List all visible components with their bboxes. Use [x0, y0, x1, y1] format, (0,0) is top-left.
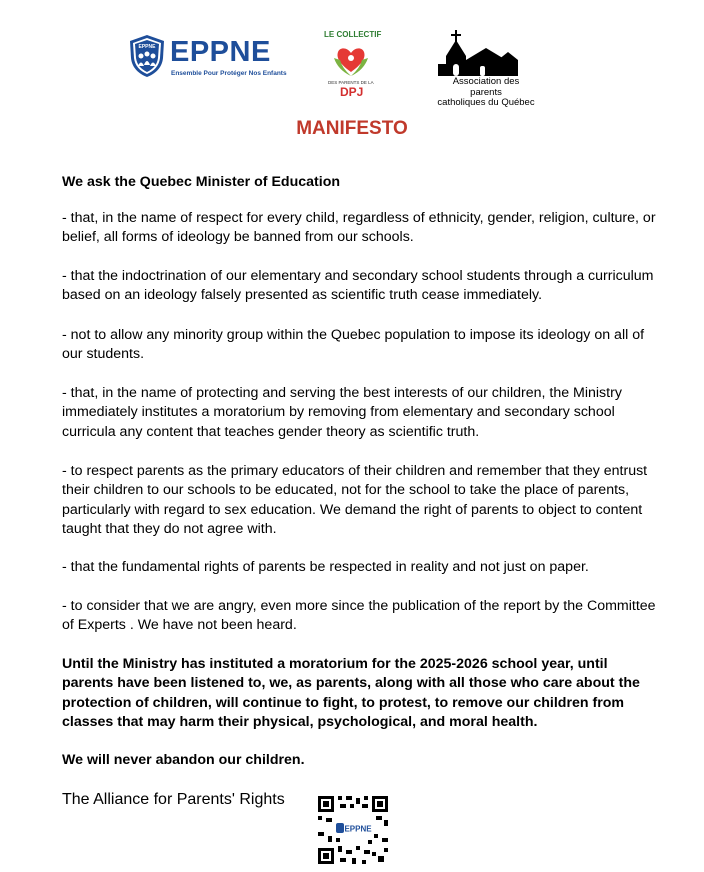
page-title: MANIFESTO	[296, 118, 408, 139]
qr-code-icon[interactable]	[316, 794, 390, 866]
demand-2: - that the indoctrination of our elementary and secondary school students through a curriculum based on an ideology falsely presented as scientific truth cease immediately.	[62, 268, 654, 304]
heart-hands-icon	[332, 42, 370, 78]
qr-center-label: EPPNE	[344, 824, 372, 834]
logo-row	[0, 14, 704, 108]
apcq-line-1: Association des parents	[452, 76, 520, 98]
collectif-acronym: DPJ	[340, 85, 364, 99]
conclusion-paragraph: Until the Ministry has instituted a moratorium for the 2025-2026 school year, until parents have been listened to, we, as parents, along with all those who care about the protection of children, will continue to fight, to protest, to remove our children from classes that may harm their physical, psychological, and moral health.	[62, 656, 640, 731]
eppne-shield-icon	[128, 34, 166, 78]
apcq-line-2: catholiques du Québec	[437, 97, 535, 108]
eppne-tagline: Ensemble Pour Protéger Nos Enfants	[171, 70, 287, 77]
collectif-title: LE COLLECTIF	[324, 30, 382, 39]
church-icon	[436, 30, 526, 76]
demand-5: - to respect parents as the primary educators of their children and remember that they entrust their children to our schools to be educated, not for the school to take the place of parents, particularly with regard to sex education. We demand the right of parents to object to content taught that they do not agree with.	[62, 463, 648, 538]
demand-6: - that the fundamental rights of parents be respected in reality and not just on paper.	[62, 559, 589, 575]
apcq-logo	[436, 30, 536, 106]
demand-7: - to consider that we are angry, even more since the publication of the report by the Committee of Experts . We have not been heard.	[62, 598, 656, 634]
eppne-name: EPPNE	[170, 36, 271, 68]
collectif-subtitle: DES PARENTS DE LA	[328, 80, 374, 85]
signature: The Alliance for Parents' Rights	[62, 791, 285, 808]
closing-statement: We will never abandon our children.	[62, 752, 305, 768]
demand-3: - not to allow any minority group within the Quebec population to impose its ideology on all of our students.	[62, 327, 645, 363]
apcq-name	[436, 77, 536, 109]
eppne-logo	[128, 34, 287, 90]
eppne-shield-label: EPPNE	[138, 44, 156, 50]
demand-1: - that, in the name of respect for every child, regardless of ethnicity, gender, religion, culture, or belief, all forms of ideology be banned from our schools.	[62, 210, 656, 246]
demand-4: - that, in the name of protecting and serving the best interests of our children, the Ministry immediately institutes a moratorium by removing from elementary and secondary school curricula any content that teaches gender theory as scientific truth.	[62, 385, 622, 440]
intro-heading: We ask the Quebec Minister of Education	[62, 174, 341, 190]
collectif-dpj-logo	[318, 30, 384, 106]
